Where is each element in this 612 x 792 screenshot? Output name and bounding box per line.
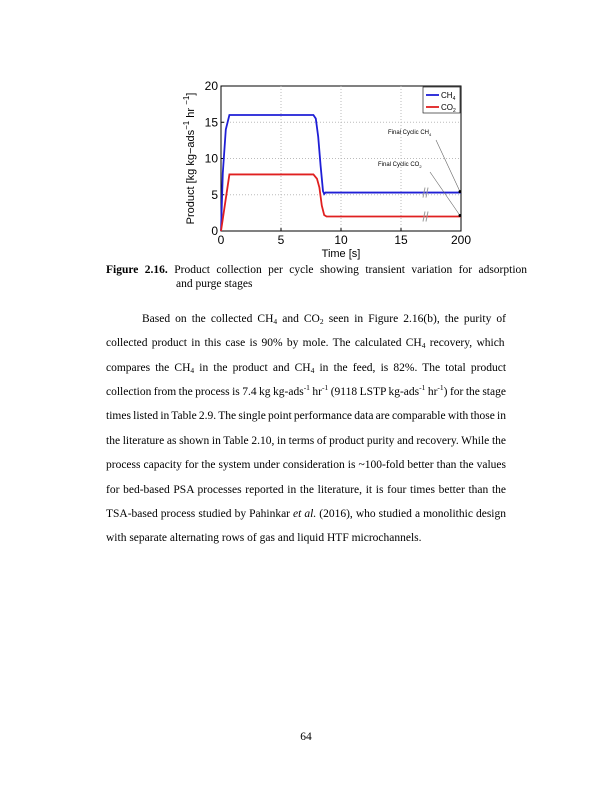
text-segment: hr: [309, 386, 322, 398]
text-segment: collected product in this case is 90% by mole. The calculated CH: [106, 337, 422, 349]
caption-line-1: [106, 263, 527, 277]
text-segment: 4: [421, 341, 426, 350]
text-segment: hr: [425, 386, 438, 398]
y-tick-label: 0: [211, 224, 218, 238]
x-tick-label: 200: [450, 233, 472, 247]
text-segment: -1: [303, 383, 310, 392]
legend-label-text: CH: [441, 91, 453, 100]
text-segment: (2016), who studied a monolithic design: [316, 508, 506, 520]
text-segment: TSA-based process studied by Pahinkar: [106, 508, 294, 520]
text-line: [142, 311, 506, 327]
text-segment: with separate alternating rows of gas and liquid HTF microchannels.: [106, 532, 422, 544]
text-segment: et al.: [293, 508, 317, 520]
text-segment: in the product and CH: [194, 362, 311, 374]
figure-2-16-chart: [0, 0, 612, 260]
y-tick-label: 5: [211, 187, 218, 202]
legend-subscript: 2: [453, 108, 456, 114]
x-axis-label: Time [s]: [321, 248, 361, 260]
text-segment: the literature as shown in Table 2.10, in terms of product purity and recovery. While the: [106, 435, 506, 447]
x-tick-label: 10: [334, 233, 348, 247]
annotation-subscript: 2: [419, 164, 422, 169]
text-segment: 2: [319, 317, 324, 326]
text-segment: (9118 LSTP kg-ads: [328, 386, 420, 398]
text-segment: 4: [310, 366, 315, 375]
text-segment: seen in Figure 2.16(b), the purity of: [323, 313, 506, 325]
text-segment: -1: [321, 383, 329, 392]
text-line: [106, 457, 506, 473]
text-line: [106, 433, 506, 449]
annotation-arrowhead: [459, 214, 462, 217]
y-axis-label-part: Product [kg kg−ads: [185, 129, 197, 225]
caption-text-cont: and purge stages: [176, 278, 253, 290]
x-tick-label: 0: [217, 233, 225, 247]
annotation-subscript: 4: [429, 132, 432, 137]
annotation-label-text: Final Cyclic CH: [388, 130, 430, 136]
y-axis-label-part: −1: [182, 120, 191, 130]
text-segment: 4: [190, 366, 195, 375]
annotation-label: [378, 162, 422, 169]
y-axis-label-part: −1: [182, 95, 191, 105]
text-line: [106, 335, 506, 351]
x-tick-label: 15: [394, 233, 408, 247]
x-tick-label: 5: [277, 233, 285, 247]
text-segment: 4: [273, 317, 278, 326]
caption-label: Figure 2.16.: [106, 264, 168, 276]
caption-text: Product collection per cycle showing transient variation for adsorption: [174, 264, 528, 276]
text-segment: in the feed, is 82%. The total product: [314, 362, 507, 374]
y-axis-label-part: ]: [185, 92, 197, 96]
text-segment: recovery, which: [425, 337, 505, 349]
text-segment: collection from the process is 7.4 kg kg-ads: [106, 386, 304, 398]
legend-subscript: 4: [452, 96, 456, 102]
y-tick-label: 20: [204, 79, 218, 93]
text-segment: times listed in Table 2.9. The single point performance data are comparable with those in: [106, 410, 506, 422]
annotation-label: [388, 130, 432, 137]
text-segment: ) for the stage: [443, 386, 506, 398]
annotation-label-text: Final Cyclic CO: [378, 162, 420, 168]
figure-caption: [106, 263, 527, 291]
text-segment: process capacity for the system under consideration is ~100-fold better than the values: [106, 459, 506, 471]
text-line: [106, 408, 506, 424]
legend-label-text: CO: [441, 103, 453, 112]
text-line: [106, 384, 506, 400]
y-axis-label-part: hr: [185, 104, 197, 121]
text-segment: Based on the collected CH: [142, 313, 274, 325]
text-segment: and CO: [277, 313, 320, 325]
page-number: 64: [300, 731, 312, 743]
annotation-arrowhead: [459, 190, 462, 193]
text-segment: compares the CH: [106, 362, 191, 374]
text-line: [106, 530, 506, 546]
y-tick-label: 15: [204, 115, 218, 130]
text-line: [106, 360, 506, 376]
text-line: [106, 506, 506, 522]
y-tick-label: 10: [204, 151, 218, 166]
text-segment: -1: [437, 383, 444, 392]
text-line: [106, 482, 506, 498]
text-segment: for bed-based PSA processes reported in the literature, it is four times better than the: [106, 484, 506, 496]
y-axis-label: [182, 93, 197, 225]
text-segment: -1: [419, 383, 426, 392]
